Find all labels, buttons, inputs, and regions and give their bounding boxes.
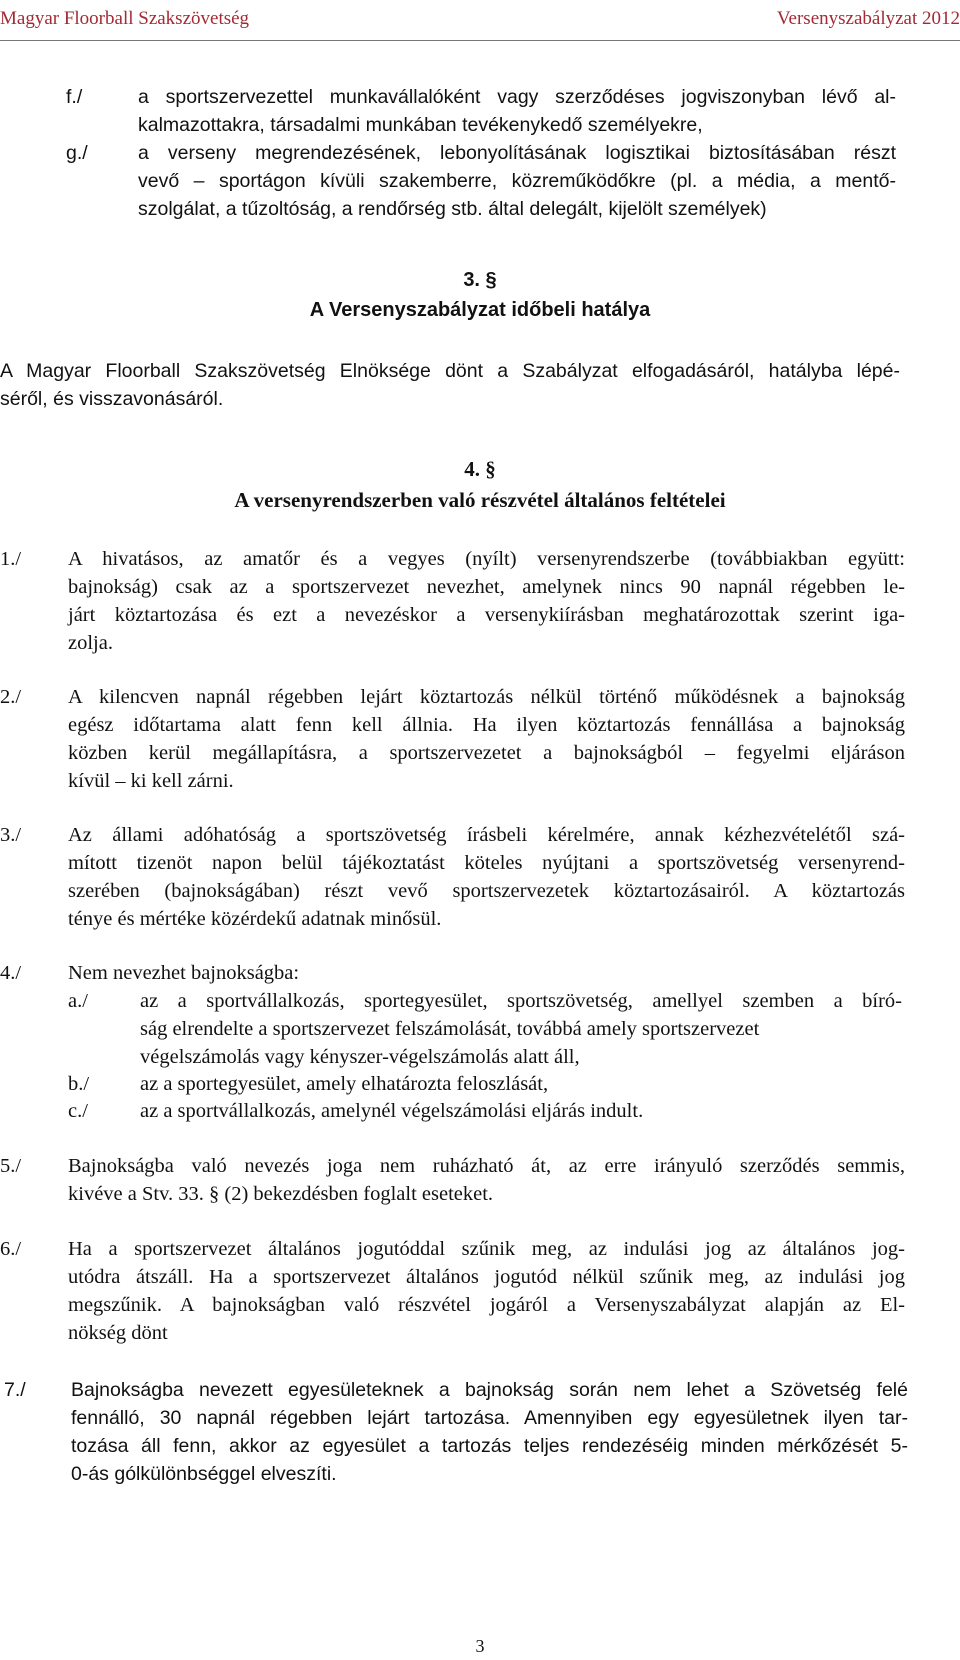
list-marker-5: 5./ — [0, 1155, 22, 1177]
text-line: Ha a sportszervezet általános jogutóddal szűnik meg, az indulási jog az általános jog- — [68, 1238, 905, 1260]
text-line: fennálló, 30 napnál régebben lejárt tartozása. Amennyiben egy egyesületnek ilyen tar- — [71, 1407, 908, 1429]
text-line: kalmazottakra, társadalmi munkában tevékenykedő személyekre, — [138, 114, 703, 136]
text-line: egész időtartama alatt fenn kell állnia. Ha ilyen köztartozás fennállása a bajnokság — [68, 714, 905, 736]
text-line: ság elrendelte a sportszervezet felszámolását, továbbá amely sportszervezet — [140, 1018, 760, 1040]
list-marker-6: 6./ — [0, 1238, 22, 1260]
text-line: utódra átszáll. Ha a sportszervezet általános jogutód nélkül szűnik meg, az indulási jog — [68, 1266, 905, 1288]
text-line: végelszámolás vagy kényszer-végelszámolás alatt áll, — [140, 1046, 580, 1068]
list-marker-4: 4./ — [0, 962, 22, 984]
list-marker-g: g./ — [66, 142, 88, 164]
text-line: szolgálat, a tűzoltóság, a rendőrség stb. által delegált, kijelölt személyek) — [138, 198, 767, 220]
text-line: zolja. — [68, 632, 113, 654]
text-line: A Magyar Floorball Szakszövetség Elnöksége dönt a Szabályzat elfogadásáról, hatályba lépé- — [0, 360, 900, 382]
text-line: bajnokság) csak az a sportszervezet nevezhet, amelynek nincs 90 napnál régebben le- — [68, 576, 905, 598]
sub-marker-a: a./ — [68, 990, 88, 1012]
section-3-paragraph — [0, 357, 900, 413]
list-text-3 — [68, 821, 905, 933]
text-line: vevő – sportágon kívüli szakemberre, közreműködőkre (pl. a média, a mentő- — [138, 170, 896, 192]
sub-text-a — [140, 987, 902, 1071]
list-text-1 — [68, 545, 905, 657]
list-marker-3: 3./ — [0, 824, 22, 846]
text-line: A kilencven napnál régebben lejárt köztartozás nélkül történő működésnek a bajnokság — [68, 686, 905, 708]
text-line: mított tizenöt napon belül tájékoztatást köteles nyújtani a sportszövetség versenyrend- — [68, 852, 905, 874]
sub-text-c: az a sportvállalkozás, amelynél végelszámolási eljárás indult. — [140, 1100, 644, 1122]
sub-text-b: az a sportegyesület, amely elhatározta feloszlását, — [140, 1073, 549, 1095]
text-line: A hivatásos, az amatőr és a vegyes (nyílt) versenyrendszerbe (továbbiakban együtt: — [68, 548, 905, 570]
text-line: 0-ás gólkülönbséggel elveszíti. — [71, 1463, 337, 1485]
page-number: 3 — [475, 1636, 485, 1656]
text-line: szerében (bajnokságában) részt vevő sportszervezetek köztartozásairól. A köztartozás — [68, 880, 905, 902]
section-number-3: 3. § — [463, 269, 497, 291]
text-line: a verseny megrendezésének, lebonyolításának logisztikai biztosításában részt — [138, 142, 896, 164]
text-line: tozása áll fenn, akkor az egyesület a tartozás teljes rendezéséig minden mérkőzését 5- — [71, 1435, 908, 1457]
list-text-7 — [71, 1376, 908, 1488]
list-marker-2: 2./ — [0, 686, 22, 708]
list-text-g — [138, 139, 896, 223]
header-rule — [0, 40, 960, 41]
text-line: ténye és mértéke közérdekű adatnak minősül. — [68, 908, 442, 930]
section-number-4: 4. § — [464, 457, 496, 481]
list-marker-7: 7./ — [4, 1379, 26, 1401]
text-line: Az állami adóhatóság a sportszövetség írásbeli kérelmére, annak kézhezvételétől szá- — [68, 824, 905, 846]
text-line: Bajnokságba nevezett egyesületeknek a bajnokság során nem lehet a Szövetség felé — [71, 1379, 908, 1401]
text-line: kívül – ki kell zárni. — [68, 770, 234, 792]
list-text-6 — [68, 1235, 905, 1347]
text-line: a sportszervezettel munkavállalóként vagy szerződéses jogviszonyban lévő al- — [138, 86, 896, 108]
text-line: közben kerül megállapításra, a sportszervezetet a bajnokságból – fegyelmi eljáráson — [68, 742, 905, 764]
text-line: nökség dönt — [68, 1322, 168, 1344]
section-title-3: A Versenyszabályzat időbeli hatálya — [309, 299, 651, 321]
text-line: kivéve a Stv. 33. § (2) bekezdésben foglalt eseteket. — [68, 1183, 494, 1205]
list-text-f — [138, 83, 896, 139]
page-header — [0, 8, 960, 34]
list-marker-f: f./ — [66, 86, 83, 108]
text-line: Bajnokságba való nevezés joga nem ruházható át, az erre irányuló szerződés semmis, — [68, 1155, 905, 1177]
sub-marker-b: b./ — [68, 1073, 90, 1095]
text-line: séről, és visszavonásáról. — [0, 388, 224, 410]
list-text-2 — [68, 683, 905, 795]
sub-marker-c: c./ — [68, 1100, 88, 1122]
text-line: megszűnik. A bajnokságban való részvétel jogáról a Versenyszabályzat alapján az El- — [68, 1294, 905, 1316]
list-marker-1: 1./ — [0, 548, 22, 570]
header-document-title: Versenyszabályzat 2012 — [776, 8, 960, 29]
section-title-4: A versenyrendszerben való részvétel általános feltételei — [234, 488, 726, 512]
list-intro-4: Nem nevezhet bajnokságba: — [68, 962, 300, 984]
list-text-5 — [68, 1152, 905, 1208]
text-line: járt köztartozása és ezt a nevezéskor a versenykiírásban meghatározottak szerint iga- — [68, 604, 905, 626]
header-organization: Magyar Floorball Szakszövetség — [0, 8, 250, 29]
text-line: az a sportvállalkozás, sportegyesület, sportszövetség, amellyel szemben a bíró- — [140, 990, 902, 1012]
